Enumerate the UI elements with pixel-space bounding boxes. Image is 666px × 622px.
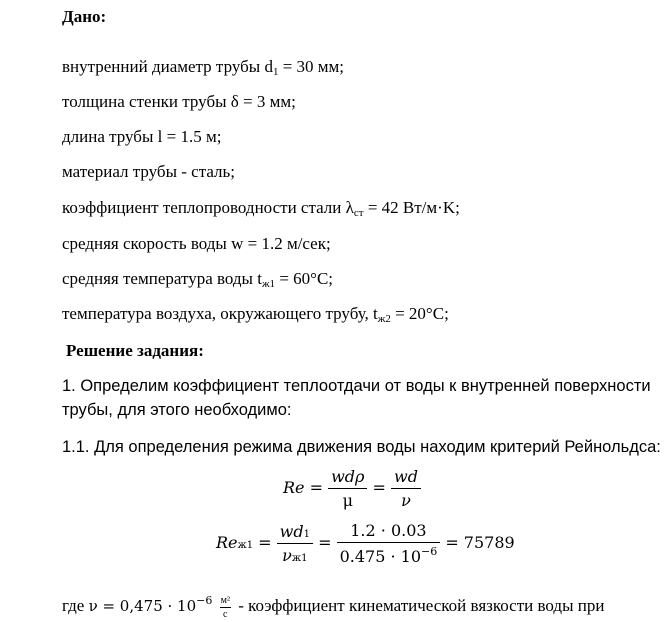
given-item-water-velocity: средняя скорость воды w = 1.2 м/сек; (62, 234, 331, 253)
given-item-air-temperature (62, 303, 449, 330)
viscosity-unit-den: с (223, 608, 228, 620)
formula2-result: = 75789 (445, 533, 515, 552)
formula2-den2-exp: −6 (421, 545, 438, 558)
viscosity-line (62, 590, 604, 620)
viscosity-exp: −6 (196, 594, 213, 607)
formula2-eq2: = (318, 533, 332, 552)
viscosity-unit-num: м² (220, 594, 230, 606)
formula2-eq1: = (258, 533, 272, 552)
formula1-fraction-1 (328, 467, 367, 510)
formula1-num2: wd (391, 467, 421, 489)
formula1-eq: = (372, 478, 386, 497)
formula2-lhs-sub: ж1 (237, 540, 254, 551)
given-text-tail: = 30 мм; (278, 57, 345, 76)
formula2-den2: 0.475 · 10 (339, 547, 421, 566)
formula2-den1-sub: ж1 (291, 553, 308, 564)
given-item-pipe-length: длина трубы l = 1.5 м; (62, 127, 222, 146)
given-text: температура воздуха, окружающего трубу, t (62, 304, 378, 323)
step1-line2: трубы, для этого необходимо: (62, 401, 292, 419)
given-text: внутренний диаметр трубы d (62, 57, 273, 76)
step11-text: 1.1. Для определения режима движения воды находим критерий Рейнольдса: (62, 438, 661, 456)
given-item-water-temperature (62, 268, 333, 295)
given-subscript: ст (353, 207, 364, 219)
formula2-num2: 1.2 · 0.03 (337, 521, 441, 543)
given-text-tail: = 20°C; (390, 304, 449, 323)
given-item-pipe-material: материал трубы - сталь; (62, 162, 236, 181)
formula1-den2: ν (401, 491, 411, 510)
viscosity-unit (220, 595, 231, 620)
given-text: средняя температура воды t (62, 269, 262, 288)
given-title: Дано: (62, 7, 107, 26)
given-item-thermal-conductivity (62, 197, 460, 224)
reynolds-calculation (216, 521, 515, 566)
formula2-num1-sub: 1 (303, 529, 310, 540)
formula2-den1: ν (282, 546, 292, 565)
formula2-fraction-2 (337, 521, 441, 566)
solution-title: Решение задания: (66, 341, 204, 360)
given-item-inner-diameter (62, 56, 344, 83)
viscosity-pre: где (62, 596, 89, 615)
formula2-num1: wd (279, 522, 304, 541)
given-subscript: ж1 (261, 278, 276, 290)
given-text-tail: = 60°C; (275, 269, 334, 288)
formula1-fraction-2 (391, 467, 421, 510)
given-subscript: ж2 (377, 313, 391, 325)
reynolds-formula (283, 467, 421, 510)
formula1-den1: μ (342, 491, 353, 510)
given-subscript: 1 (272, 66, 279, 78)
formula2-fraction-1 (277, 522, 313, 565)
given-text: коэффициент теплопроводности стали λ (62, 198, 354, 217)
formula2-lhs: Re (216, 533, 238, 552)
given-text-tail: = 42 Вт/м·K; (363, 198, 460, 217)
formula1-num1: wdρ (328, 467, 367, 489)
viscosity-post: - коэффициент кинематической вязкости воды при (233, 596, 605, 615)
formula1-lhs: Re = (283, 478, 324, 497)
given-item-wall-thickness: толщина стенки трубы δ = 3 мм; (62, 92, 296, 111)
step1-line1: 1. Определим коэффициент теплоотдачи от воды к внутренней поверхности (62, 377, 651, 395)
viscosity-value: ν = 0,475 · 10 (88, 597, 197, 615)
